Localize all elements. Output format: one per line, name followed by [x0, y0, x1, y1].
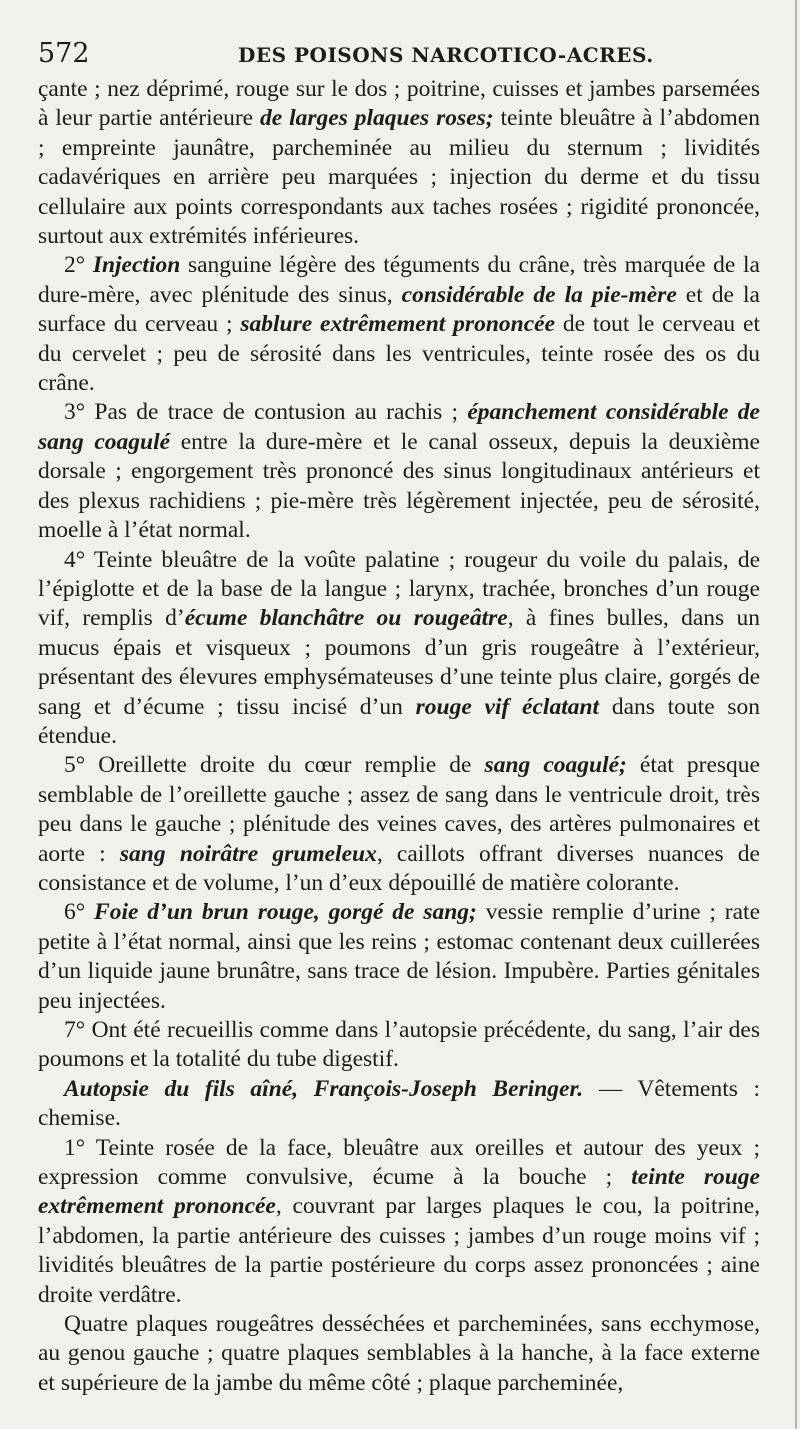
text-run: teinte bleuâtre à l’abdomen ; empreinte jaunâtre, parcheminée au milieu du sternum ; lividités cadavériques en arrière peu marquées ; injection du derme et du tissu cellulaire aux points correspondants aux taches rosées ; rigidité prononcée, surtout aux extrémités inférieures.: [38, 105, 760, 250]
text-run: 1° Teinte rosée de la face, bleuâtre aux oreilles et autour des yeux ; expression comme convulsive, écume à la bouche ;: [38, 1134, 760, 1191]
paragraph: [38, 251, 760, 398]
text-run: état presque semblable de l’oreillette gauche ; assez de sang dans le ventricule droit, très peu dans le gauche ; plénitude des veines caves, des artères pulmonaires et aorte :: [38, 752, 760, 867]
page-edge-divider: [795, 0, 797, 1429]
text-run: 5° Oreillette droite du cœur remplie de: [64, 752, 485, 779]
text-run: 4° Teinte bleuâtre de la voûte palatine ; rougeur du voile du palais, de l’épiglotte et de la base de la langue ; larynx, trachée, bronches d’un rouge vif, remplis d’: [38, 546, 760, 632]
text-run: 6°: [64, 899, 95, 926]
text-run: sanguine légère des téguments du crâne, très marquée de la dure-mère, avec plénitude des sinus,: [38, 252, 760, 308]
text-run: 7° Ont été recueillis comme dans l’autopsie précédente, du sang, l’air des poumons et la totalité du tube digestif.: [38, 1017, 760, 1073]
paragraph: [38, 1075, 760, 1134]
italic-phrase: rouge vif éclatant: [415, 693, 600, 720]
text-run: , caillots offrant diverses nuances de consistance et de volume, l’un d’eux dépouillé de matière colorante.: [38, 840, 760, 896]
text-run: entre la dure-mère et le canal osseux, depuis la deuxième dorsale ; engorgement très prononcé des sinus longitudinaux antérieurs et des plexus rachidiens ; pie-mère très légèrement injectée, peu de sérosité, moelle à l’état normal.: [38, 428, 760, 544]
text-run: vessie remplie d’urine ; rate petite à l’état normal, ainsi que les reins ; estomac contenant deux cuillerées d’un liquide jaune brunâtre, sans trace de lésion. Impubère. Parties génitales peu injectées.: [38, 899, 761, 1014]
italic-phrase: sablure extrêmement prononcée: [240, 311, 556, 338]
paragraph: [38, 546, 760, 752]
italic-phrase: considérable de la pie-mère: [401, 281, 677, 308]
italic-phrase: teinte rouge extrêmement prononcée: [38, 1164, 760, 1220]
italic-phrase: sang noirâtre grumeleux: [119, 840, 377, 867]
text-run: , à fines bulles, dans un mucus épais et visqueux ; poumons d’un gris rougeâtre à l’extérieur, présentant des élevures emphysémateuses d’une teinte plus claire, gorgés de sang et d’écume ; tissu incisé d’un: [38, 605, 761, 720]
text-run: de tout le cerveau et du cervelet ; peu de sérosité dans les ventricules, teinte rosée des os du crâne.: [38, 311, 760, 397]
italic-phrase: écume blanchâtre ou rougeâtre: [184, 605, 508, 632]
italic-phrase: épanchement considérable de sang coagulé: [38, 399, 760, 455]
text-run: , couvrant par larges plaques le cou, la poitrine, l’abdomen, la partie antérieure des cuisses ; jambes d’un rouge moins vif ; lividités bleuâtres de la partie postérieure du corps assez prononcées ; aine droite verdâtre.: [38, 1193, 760, 1308]
paragraph: [38, 1310, 760, 1398]
paragraph: [38, 1134, 760, 1310]
page-number: 572: [38, 38, 90, 69]
paragraph: [38, 1016, 760, 1075]
text-run: 3° Pas de trace de contusion au rachis ;: [64, 399, 468, 426]
paragraph: [38, 398, 760, 545]
text-run: Quatre plaques rougeâtres desséchées et parcheminées, sans ecchymose, au genou gauche ; quatre plaques semblables à la hanche, à la face externe et supérieure de la jambe du même côté ; plaque parcheminée,: [38, 1311, 760, 1396]
italic-phrase: Foie d’un brun rouge, gorgé de sang;: [94, 899, 477, 926]
text-run: 2°: [64, 252, 93, 279]
paragraph: [38, 898, 760, 1016]
page-header: [38, 38, 760, 69]
italic-phrase: de larges plaques roses;: [260, 105, 494, 132]
italic-phrase: Autopsie du fils aîné, François-Joseph Beringer.: [64, 1075, 584, 1102]
paragraph: [38, 75, 760, 251]
text-run: — Vêtements : chemise.: [38, 1075, 760, 1132]
paragraph: [38, 751, 760, 898]
text-run: dans toute son étendue.: [38, 693, 761, 749]
italic-phrase: sang coagulé;: [484, 752, 627, 779]
italic-phrase: Injection: [92, 252, 181, 279]
running-title: DES POISONS NARCOTICO-ACRES.: [238, 43, 654, 67]
text-run: çante ; nez déprimé, rouge sur le dos ; poitrine, cuisses et jambes parsemées à leur partie antérieure: [38, 76, 760, 132]
text-run: et de la surface du cerveau ;: [38, 281, 760, 338]
body-text: [38, 75, 760, 1398]
